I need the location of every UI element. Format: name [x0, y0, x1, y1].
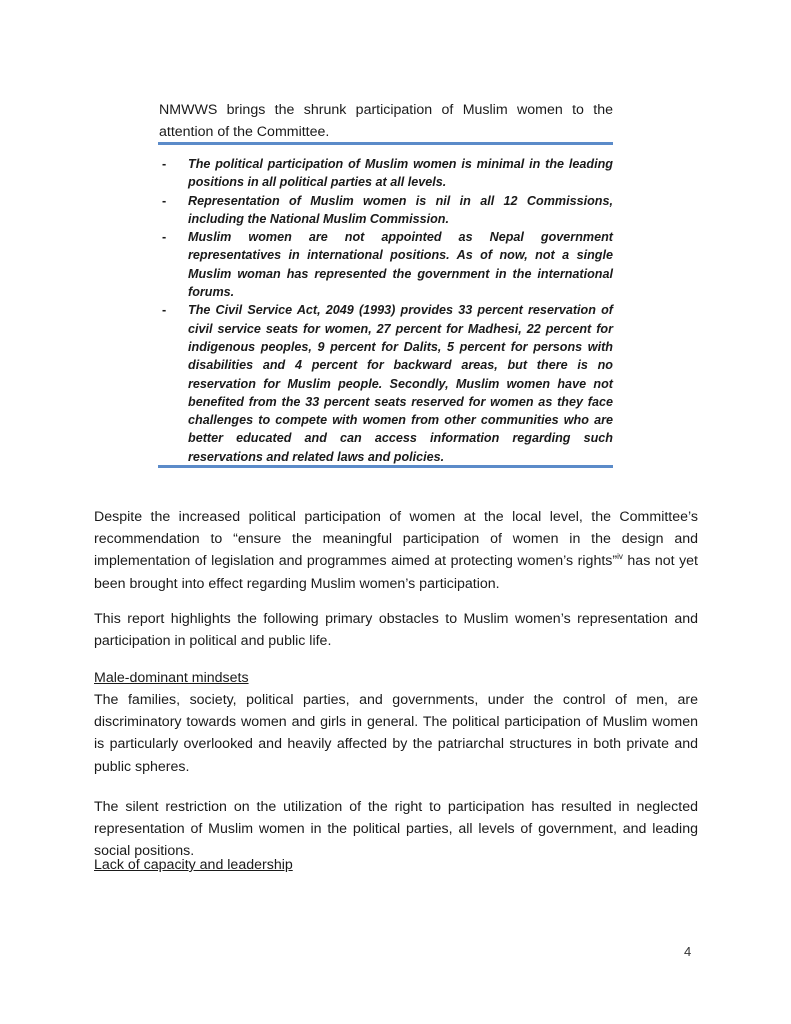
- intro-paragraph: NMWWS brings the shrunk participation of Muslim women to the attention of the Committee.: [159, 102, 613, 140]
- paragraph-committee-recommendation: [94, 506, 698, 595]
- paragraph-obstacles-intro: This report highlights the following primary obstacles to Muslim women’s representation and participation in political and public life.: [94, 611, 698, 650]
- page-number: 4: [684, 944, 692, 959]
- section-heading-male-dominant-mindsets: Male-dominant mindsets: [94, 670, 249, 686]
- highlight-box-list: [159, 155, 613, 466]
- paragraph-text: has not yet been brought into effect regarding Muslim women’s participation.: [94, 553, 698, 592]
- bullet-dash-icon: -: [162, 303, 167, 318]
- section-heading-lack-of-capacity: Lack of capacity and leadership: [94, 857, 293, 873]
- list-item: [159, 155, 613, 192]
- paragraph-text: Despite the increased political participation of women at the local level, the Committee’s recommendation to “ensure the meaningful participation of women in the design and implementation of legislation and programmes aimed at protecting women’s rights”: [94, 509, 698, 570]
- bullet-dash-icon: -: [162, 157, 167, 171]
- list-item-text: Representation of Muslim women is nil in all 12 Commissions, including the National Muslim Commission.: [188, 193, 613, 226]
- box-top-rule: [158, 142, 613, 145]
- bullet-dash-icon: -: [162, 230, 167, 245]
- footnote-reference[interactable]: iv: [617, 552, 623, 562]
- paragraph-patriarchal-structures: The families, society, political parties, and governments, under the control of men, are discriminatory towards women and girls in general. The political participation of Muslim women is particularly overlooked and heavily affected by the patriarchal structures in both private and public spheres.: [94, 692, 698, 775]
- list-item: [159, 301, 613, 466]
- list-item: [159, 192, 613, 229]
- list-item-text: The Civil Service Act, 2049 (1993) provides 33 percent reservation of civil service seats for women, 27 percent for Madhesi, 22 percent for indigenous peoples, 9 percent for Dalits, 5 percent for persons with disabilities and 4 percent for backward areas, but there is no reservation for Muslim people. Secondly, Muslim women have not benefited from the 33 percent seats reserved for women as they face challenges to compete with women from other communities who are better educated and can access information regarding such reservations and related laws and policies.: [188, 303, 613, 464]
- list-item-text: Muslim women are not appointed as Nepal government representatives in international positions. As of now, not a single Muslim woman has represented the government in the international forums.: [188, 230, 613, 300]
- bullet-dash-icon: -: [162, 193, 167, 208]
- list-item: [159, 228, 613, 301]
- list-item-text: The political participation of Muslim women is minimal in the leading positions in all political parties at all levels.: [188, 157, 613, 190]
- paragraph-silent-restriction: The silent restriction on the utilization of the right to participation has resulted in neglected representation of Muslim women in the political parties, all levels of government, and leading social positions.: [94, 799, 698, 860]
- box-bottom-rule: [158, 465, 613, 468]
